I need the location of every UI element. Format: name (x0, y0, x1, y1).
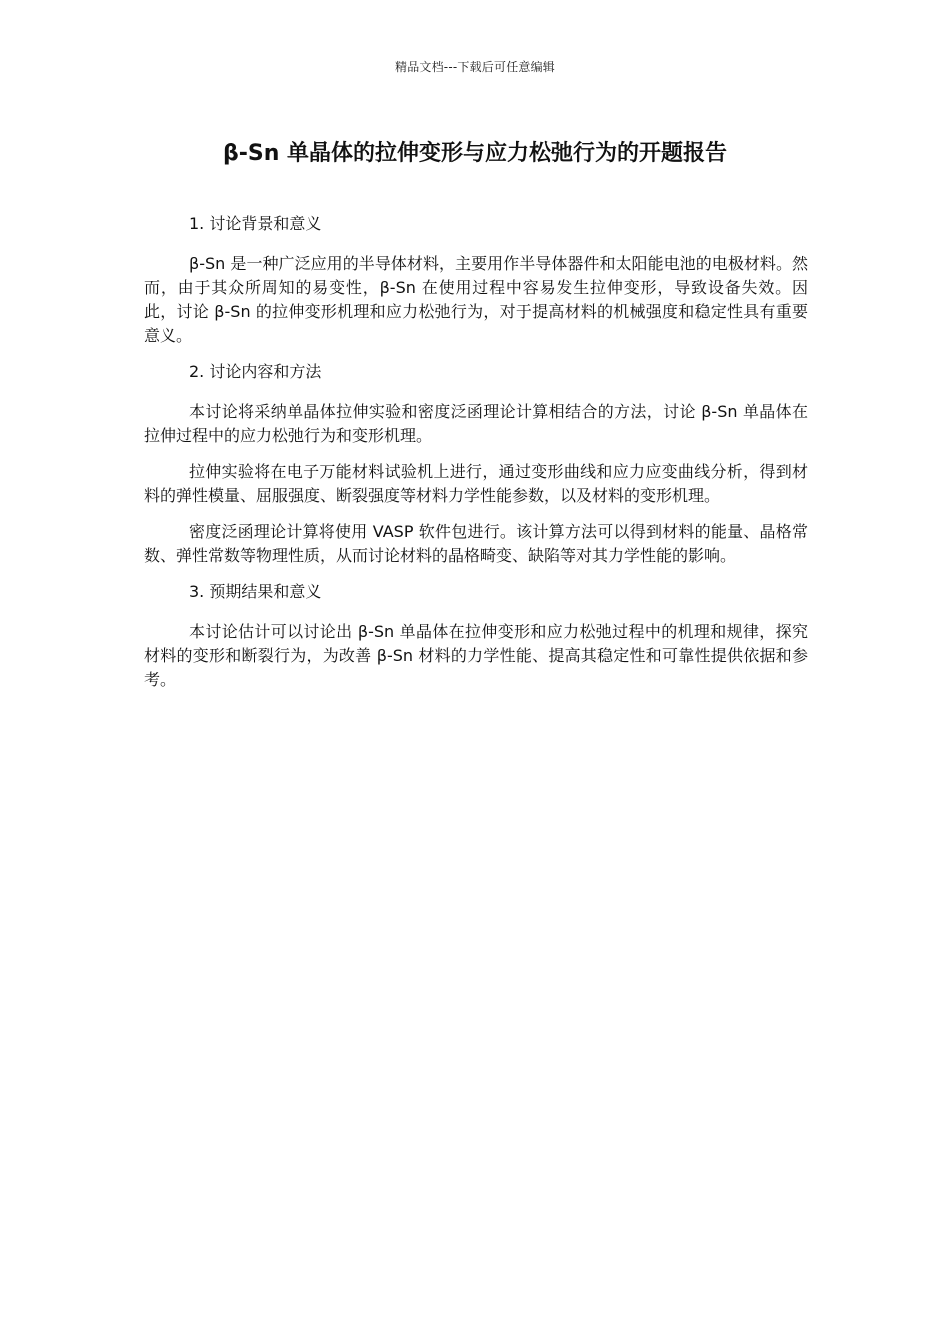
paragraph: 密度泛函理论计算将使用 VASP 软件包进行。该计算方法可以得到材料的能量、晶格常数、弹性常数等物理性质，从而讨论材料的晶格畸变、缺陷等对其力学性能的影响。 (144, 522, 808, 565)
section-heading: 2. 讨论内容和方法 (189, 362, 322, 381)
paragraph: 拉伸实验将在电子万能材料试验机上进行，通过变形曲线和应力应变曲线分析，得到材料的弹性模量、屈服强度、断裂强度等材料力学性能参数，以及材料的变形机理。 (144, 462, 808, 505)
section-content-methods (144, 360, 808, 568)
section-heading: 3. 预期结果和意义 (189, 582, 322, 601)
header-note: 精品文档---下载后可任意编辑 (395, 60, 555, 74)
section-background (144, 212, 808, 348)
section-expected-results (144, 580, 808, 692)
paragraph: 本讨论估计可以讨论出 β-Sn 单晶体在拉伸变形和应力松弛过程中的机理和规律，探究材料的变形和断裂行为，为改善 β-Sn 材料的力学性能、提高其稳定性和可靠性提供依据和参考。 (144, 622, 808, 689)
paragraph: 本讨论将采纳单晶体拉伸实验和密度泛函理论计算相结合的方法，讨论 β-Sn 单晶体在拉伸过程中的应力松弛行为和变形机理。 (144, 402, 808, 445)
paragraph: β-Sn 是一种广泛应用的半导体材料，主要用作半导体器件和太阳能电池的电极材料。然而，由于其众所周知的易变性，β-Sn 在使用过程中容易发生拉伸变形，导致设备失效。因此，讨论 β-Sn 的拉伸变形机理和应力松弛行为，对于提高材料的机械强度和稳定性具有重要意义。 (144, 254, 808, 345)
section-heading: 1. 讨论背景和意义 (189, 214, 322, 233)
document-title: β-Sn 单晶体的拉伸变形与应力松弛行为的开题报告 (222, 141, 728, 166)
document-body (144, 212, 808, 704)
